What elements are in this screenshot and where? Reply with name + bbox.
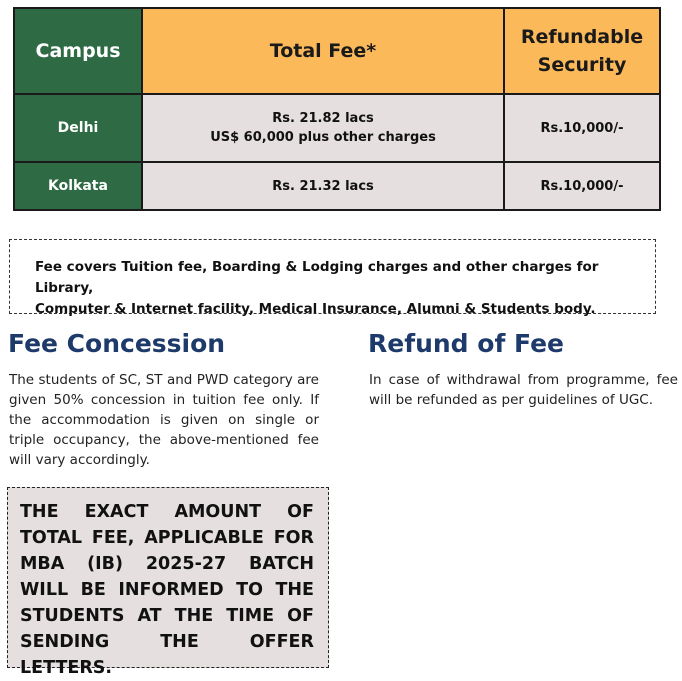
note-line-1: Fee covers Tuition fee, Boarding & Lodging charges and other charges for Library, (35, 259, 599, 296)
header-refundable-security: Refundable Security (504, 8, 660, 94)
security-cell-delhi: Rs.10,000/- (504, 94, 660, 162)
table-row (14, 94, 660, 162)
campus-cell-kolkata: Kolkata (14, 162, 142, 210)
fee-concession-title: Fee Concession (8, 329, 226, 358)
campus-cell-delhi: Delhi (14, 94, 142, 162)
header-campus: Campus (14, 8, 142, 94)
refund-title: Refund of Fee (368, 329, 565, 358)
header-total-fee: Total Fee* (142, 8, 504, 94)
total-fee-cell-delhi: Rs. 21.82 lacs US$ 60,000 plus other charges (142, 94, 504, 162)
table-row (14, 162, 660, 210)
note-line-2: Computer & Internet facility, Medical Insurance, Alumni & Students body. (35, 301, 596, 317)
fee-coverage-note (9, 239, 656, 317)
security-cell-kolkata: Rs.10,000/- (504, 162, 660, 210)
fee-table-header-row (14, 8, 660, 94)
exact-amount-notice (7, 487, 329, 678)
exact-amount-notice-text: THE EXACT AMOUNT OF TOTAL FEE, APPLICABLE FOR MBA (IB) 2025-27 BATCH WILL BE INFORMED TO THE STUDENTS AT THE TIME OF SENDING THE OFFER LETTERS. (20, 502, 314, 678)
fee-concession-text: The students of SC, ST and PWD category are given 50% concession in tuition fee only. If the accommodation is given on single or triple occupancy, the above-mentioned fee will vary accordingly. (9, 372, 319, 468)
total-fee-cell-kolkata: Rs. 21.32 lacs (142, 162, 504, 210)
fee-table (13, 7, 661, 211)
refund-text: In case of withdrawal from programme, fee will be refunded as per guidelines of UGC. (369, 372, 678, 408)
